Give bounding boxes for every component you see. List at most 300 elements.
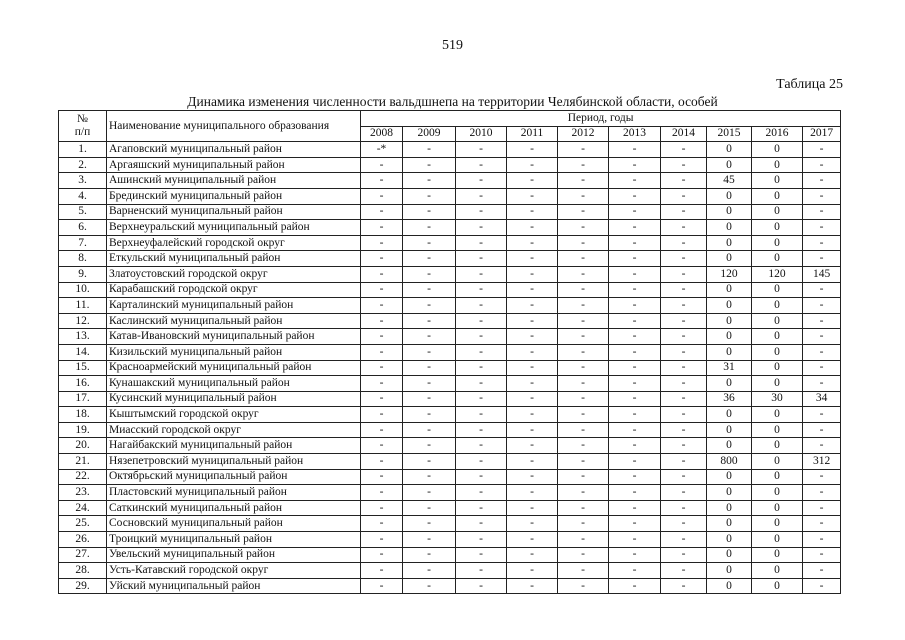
year-value: 0 xyxy=(752,157,803,173)
year-value: - xyxy=(403,360,456,376)
year-value: - xyxy=(661,220,707,236)
year-value: - xyxy=(403,251,456,267)
year-value: - xyxy=(403,282,456,298)
year-value: - xyxy=(803,204,841,220)
year-value: - xyxy=(403,376,456,392)
table-row xyxy=(59,516,841,532)
year-value: 0 xyxy=(752,500,803,516)
year-value: - xyxy=(609,173,661,189)
row-number: 7. xyxy=(59,235,107,251)
year-value: - xyxy=(507,266,558,282)
year-value: - xyxy=(661,266,707,282)
year-value: - xyxy=(609,485,661,501)
year-value: - xyxy=(403,266,456,282)
municipality-name: Златоустовский городской округ xyxy=(107,266,361,282)
year-value: - xyxy=(661,157,707,173)
year-value: - xyxy=(361,313,403,329)
year-value: - xyxy=(361,329,403,345)
year-value: - xyxy=(558,188,609,204)
year-value: - xyxy=(661,360,707,376)
table-row xyxy=(59,469,841,485)
year-value: - xyxy=(803,516,841,532)
year-value: - xyxy=(609,438,661,454)
year-value: - xyxy=(558,485,609,501)
year-value: - xyxy=(507,532,558,548)
year-value: - xyxy=(403,313,456,329)
year-value: - xyxy=(609,282,661,298)
table-row xyxy=(59,422,841,438)
year-value: - xyxy=(361,251,403,267)
year-value: 0 xyxy=(752,313,803,329)
year-value: 0 xyxy=(752,235,803,251)
year-value: - xyxy=(403,438,456,454)
year-value: - xyxy=(609,469,661,485)
year-value: - xyxy=(403,422,456,438)
year-value: - xyxy=(507,173,558,189)
row-number: 23. xyxy=(59,485,107,501)
row-number: 19. xyxy=(59,422,107,438)
year-value: - xyxy=(361,204,403,220)
year-value: 120 xyxy=(752,266,803,282)
year-value: - xyxy=(609,407,661,423)
header-year: 2008 xyxy=(361,126,403,142)
year-value: - xyxy=(403,157,456,173)
year-value: - xyxy=(507,220,558,236)
year-value: 0 xyxy=(707,500,752,516)
row-number: 6. xyxy=(59,220,107,236)
table-row xyxy=(59,220,841,236)
year-value: - xyxy=(456,157,507,173)
year-value: - xyxy=(661,376,707,392)
row-number: 13. xyxy=(59,329,107,345)
year-value: - xyxy=(361,485,403,501)
year-value: - xyxy=(558,204,609,220)
year-value: 0 xyxy=(752,204,803,220)
year-value: 0 xyxy=(752,578,803,594)
year-value: - xyxy=(661,235,707,251)
year-value: - xyxy=(558,454,609,470)
municipality-name: Брединский муниципальный район xyxy=(107,188,361,204)
year-value: 0 xyxy=(752,173,803,189)
year-value: - xyxy=(507,547,558,563)
year-value: - xyxy=(661,532,707,548)
year-value: - xyxy=(403,391,456,407)
year-value: - xyxy=(558,157,609,173)
year-value: - xyxy=(403,235,456,251)
population-table xyxy=(58,110,841,594)
municipality-name: Кунашакский муниципальный район xyxy=(107,376,361,392)
header-year: 2009 xyxy=(403,126,456,142)
table-row xyxy=(59,298,841,314)
year-value: - xyxy=(507,251,558,267)
year-value: - xyxy=(403,407,456,423)
year-value: - xyxy=(361,282,403,298)
table-row xyxy=(59,376,841,392)
header-num xyxy=(59,111,107,142)
year-value: 0 xyxy=(707,298,752,314)
year-value: - xyxy=(803,547,841,563)
year-value: - xyxy=(456,438,507,454)
year-value: - xyxy=(456,391,507,407)
year-value: - xyxy=(558,407,609,423)
year-value: 0 xyxy=(752,142,803,158)
year-value: - xyxy=(456,282,507,298)
year-value: - xyxy=(661,188,707,204)
year-value: - xyxy=(609,454,661,470)
row-number: 8. xyxy=(59,251,107,267)
year-value: 800 xyxy=(707,454,752,470)
year-value: - xyxy=(803,188,841,204)
header-year: 2010 xyxy=(456,126,507,142)
year-value: - xyxy=(456,547,507,563)
year-value: - xyxy=(558,532,609,548)
table-body xyxy=(59,142,841,594)
year-value: - xyxy=(558,422,609,438)
year-value: 0 xyxy=(752,438,803,454)
year-value: - xyxy=(609,188,661,204)
year-value: - xyxy=(803,173,841,189)
year-value: - xyxy=(558,251,609,267)
year-value: - xyxy=(361,188,403,204)
year-value: 0 xyxy=(752,376,803,392)
municipality-name: Ашинский муниципальный район xyxy=(107,173,361,189)
year-value: - xyxy=(558,313,609,329)
year-value: - xyxy=(661,563,707,579)
year-value: - xyxy=(803,563,841,579)
year-value: - xyxy=(507,188,558,204)
year-value: - xyxy=(803,376,841,392)
year-value: 0 xyxy=(752,532,803,548)
municipality-name: Троицкий муниципальный район xyxy=(107,532,361,548)
year-value: - xyxy=(361,500,403,516)
year-value: - xyxy=(507,204,558,220)
year-value: 0 xyxy=(752,547,803,563)
row-number: 15. xyxy=(59,360,107,376)
year-value: - xyxy=(361,422,403,438)
year-value: - xyxy=(361,469,403,485)
year-value: - xyxy=(558,391,609,407)
year-value: - xyxy=(403,142,456,158)
row-number: 24. xyxy=(59,500,107,516)
year-value: - xyxy=(803,282,841,298)
year-value: - xyxy=(803,485,841,501)
municipality-name: Карталинский муниципальный район xyxy=(107,298,361,314)
year-value: - xyxy=(661,251,707,267)
year-value: - xyxy=(507,157,558,173)
municipality-name: Сосновский муниципальный район xyxy=(107,516,361,532)
year-value: - xyxy=(456,422,507,438)
year-value: - xyxy=(403,469,456,485)
table-row xyxy=(59,454,841,470)
year-value: - xyxy=(609,516,661,532)
year-value: - xyxy=(609,547,661,563)
year-value: 312 xyxy=(803,454,841,470)
year-value: - xyxy=(456,563,507,579)
year-value: - xyxy=(661,469,707,485)
year-value: 34 xyxy=(803,391,841,407)
municipality-name: Аргаяшский муниципальный район xyxy=(107,157,361,173)
row-number: 22. xyxy=(59,469,107,485)
table-label: Таблица 25 xyxy=(776,77,843,92)
year-value: - xyxy=(609,142,661,158)
row-number: 9. xyxy=(59,266,107,282)
year-value: - xyxy=(456,142,507,158)
table-row xyxy=(59,485,841,501)
year-value: 0 xyxy=(752,282,803,298)
municipality-name: Кусинский муниципальный район xyxy=(107,391,361,407)
year-value: - xyxy=(661,173,707,189)
row-number: 18. xyxy=(59,407,107,423)
year-value: - xyxy=(661,204,707,220)
year-value: - xyxy=(456,173,507,189)
municipality-name: Еткульский муниципальный район xyxy=(107,251,361,267)
municipality-name: Пластовский муниципальный район xyxy=(107,485,361,501)
header-num-line2: п/п xyxy=(74,126,91,139)
year-value: - xyxy=(803,235,841,251)
year-value: 0 xyxy=(707,563,752,579)
year-value: - xyxy=(507,422,558,438)
year-value: - xyxy=(803,532,841,548)
year-value: - xyxy=(661,454,707,470)
year-value: 0 xyxy=(707,329,752,345)
year-value: - xyxy=(661,298,707,314)
year-value: - xyxy=(558,500,609,516)
year-value: -* xyxy=(361,142,403,158)
year-value: - xyxy=(609,391,661,407)
year-value: - xyxy=(456,485,507,501)
year-value: 0 xyxy=(707,547,752,563)
year-value: 0 xyxy=(707,485,752,501)
year-value: - xyxy=(558,344,609,360)
year-value: - xyxy=(403,329,456,345)
municipality-name: Катав-Ивановский муниципальный район xyxy=(107,329,361,345)
year-value: 0 xyxy=(707,469,752,485)
year-value: 0 xyxy=(707,344,752,360)
year-value: 30 xyxy=(752,391,803,407)
year-value: - xyxy=(507,329,558,345)
year-value: 36 xyxy=(707,391,752,407)
year-value: - xyxy=(558,469,609,485)
year-value: 0 xyxy=(752,516,803,532)
year-value: 0 xyxy=(707,157,752,173)
year-value: - xyxy=(456,407,507,423)
row-number: 10. xyxy=(59,282,107,298)
municipality-name: Кизильский муниципальный район xyxy=(107,344,361,360)
table-row xyxy=(59,360,841,376)
year-value: 0 xyxy=(752,188,803,204)
year-value: - xyxy=(507,344,558,360)
year-value: - xyxy=(661,142,707,158)
table-row xyxy=(59,313,841,329)
municipality-name: Уйский муниципальный район xyxy=(107,578,361,594)
header-period: Период, годы xyxy=(361,111,841,127)
year-value: - xyxy=(456,220,507,236)
year-value: - xyxy=(456,266,507,282)
table-row xyxy=(59,282,841,298)
table-row xyxy=(59,188,841,204)
year-value: - xyxy=(507,578,558,594)
year-value: - xyxy=(456,516,507,532)
row-number: 2. xyxy=(59,157,107,173)
year-value: - xyxy=(456,188,507,204)
header-year: 2011 xyxy=(507,126,558,142)
year-value: 120 xyxy=(707,266,752,282)
row-number: 26. xyxy=(59,532,107,548)
year-value: 31 xyxy=(707,360,752,376)
year-value: - xyxy=(456,454,507,470)
table-row xyxy=(59,344,841,360)
year-value: - xyxy=(361,547,403,563)
year-value: - xyxy=(403,547,456,563)
table-row xyxy=(59,329,841,345)
header-year: 2015 xyxy=(707,126,752,142)
year-value: 45 xyxy=(707,173,752,189)
year-value: - xyxy=(403,485,456,501)
year-value: - xyxy=(558,329,609,345)
year-value: - xyxy=(558,173,609,189)
year-value: - xyxy=(558,360,609,376)
year-value: - xyxy=(661,500,707,516)
year-value: 0 xyxy=(707,251,752,267)
year-value: 0 xyxy=(752,329,803,345)
year-value: 0 xyxy=(752,422,803,438)
year-value: 0 xyxy=(707,407,752,423)
year-value: - xyxy=(361,157,403,173)
year-value: - xyxy=(361,516,403,532)
year-value: - xyxy=(609,344,661,360)
year-value: - xyxy=(507,485,558,501)
year-value: - xyxy=(403,204,456,220)
year-value: - xyxy=(403,532,456,548)
year-value: - xyxy=(403,298,456,314)
year-value: - xyxy=(661,344,707,360)
municipality-name: Верхнеуфалейский городской округ xyxy=(107,235,361,251)
year-value: - xyxy=(803,500,841,516)
year-value: - xyxy=(361,220,403,236)
table-row xyxy=(59,438,841,454)
year-value: - xyxy=(609,360,661,376)
year-value: - xyxy=(803,469,841,485)
year-value: - xyxy=(456,313,507,329)
year-value: - xyxy=(803,344,841,360)
table-caption: Динамика изменения численности вальдшнепа на территории Челябинской области, особей xyxy=(187,94,718,109)
row-number: 11. xyxy=(59,298,107,314)
year-value: - xyxy=(558,220,609,236)
year-value: - xyxy=(361,360,403,376)
table-row xyxy=(59,532,841,548)
year-value: - xyxy=(456,298,507,314)
year-value: - xyxy=(403,500,456,516)
year-value: - xyxy=(456,376,507,392)
table-row xyxy=(59,563,841,579)
year-value: 0 xyxy=(752,251,803,267)
year-value: - xyxy=(803,578,841,594)
year-value: - xyxy=(609,235,661,251)
year-value: 0 xyxy=(707,438,752,454)
municipality-name: Карабашский городской округ xyxy=(107,282,361,298)
year-value: 0 xyxy=(707,235,752,251)
table-row xyxy=(59,547,841,563)
year-value: - xyxy=(361,344,403,360)
year-value: 0 xyxy=(752,469,803,485)
year-value: 0 xyxy=(707,282,752,298)
year-value: - xyxy=(507,391,558,407)
year-value: 0 xyxy=(707,376,752,392)
year-value: 0 xyxy=(707,578,752,594)
header-year: 2016 xyxy=(752,126,803,142)
year-value: - xyxy=(361,454,403,470)
year-value: - xyxy=(803,360,841,376)
year-value: - xyxy=(507,454,558,470)
year-value: - xyxy=(803,438,841,454)
header-year: 2013 xyxy=(609,126,661,142)
year-value: - xyxy=(507,438,558,454)
municipality-name: Красноармейский муниципальный район xyxy=(107,360,361,376)
row-number: 1. xyxy=(59,142,107,158)
municipality-name: Нагайбакский муниципальный район xyxy=(107,438,361,454)
header-year: 2014 xyxy=(661,126,707,142)
year-value: - xyxy=(403,344,456,360)
row-number: 29. xyxy=(59,578,107,594)
municipality-name: Усть-Катавский городской округ xyxy=(107,563,361,579)
year-value: - xyxy=(661,282,707,298)
row-number: 12. xyxy=(59,313,107,329)
year-value: - xyxy=(361,578,403,594)
header-num-line1: № xyxy=(77,113,88,126)
year-value: - xyxy=(558,266,609,282)
year-value: - xyxy=(361,563,403,579)
municipality-name: Варненский муниципальный район xyxy=(107,204,361,220)
year-value: - xyxy=(403,563,456,579)
year-value: - xyxy=(361,266,403,282)
year-value: - xyxy=(456,329,507,345)
year-value: - xyxy=(507,376,558,392)
year-value: - xyxy=(609,220,661,236)
year-value: - xyxy=(456,578,507,594)
table-row xyxy=(59,142,841,158)
year-value: - xyxy=(507,235,558,251)
table-row xyxy=(59,500,841,516)
year-value: - xyxy=(558,438,609,454)
year-value: - xyxy=(558,578,609,594)
year-value: 145 xyxy=(803,266,841,282)
year-value: - xyxy=(456,344,507,360)
row-number: 16. xyxy=(59,376,107,392)
table-row xyxy=(59,157,841,173)
year-value: 0 xyxy=(707,142,752,158)
table-row xyxy=(59,204,841,220)
year-value: - xyxy=(403,173,456,189)
year-value: - xyxy=(609,563,661,579)
row-number: 28. xyxy=(59,563,107,579)
year-value: - xyxy=(507,516,558,532)
year-value: - xyxy=(661,407,707,423)
year-value: - xyxy=(361,376,403,392)
year-value: - xyxy=(661,422,707,438)
year-value: 0 xyxy=(752,407,803,423)
year-value: - xyxy=(609,266,661,282)
year-value: - xyxy=(456,469,507,485)
table-row xyxy=(59,578,841,594)
header-name: Наименование муниципального образования xyxy=(107,111,361,142)
municipality-name: Саткинский муниципальный район xyxy=(107,500,361,516)
year-value: - xyxy=(661,391,707,407)
year-value: 0 xyxy=(707,188,752,204)
municipality-name: Кыштымский городской округ xyxy=(107,407,361,423)
year-value: - xyxy=(609,313,661,329)
year-value: - xyxy=(661,578,707,594)
header-year: 2017 xyxy=(803,126,841,142)
